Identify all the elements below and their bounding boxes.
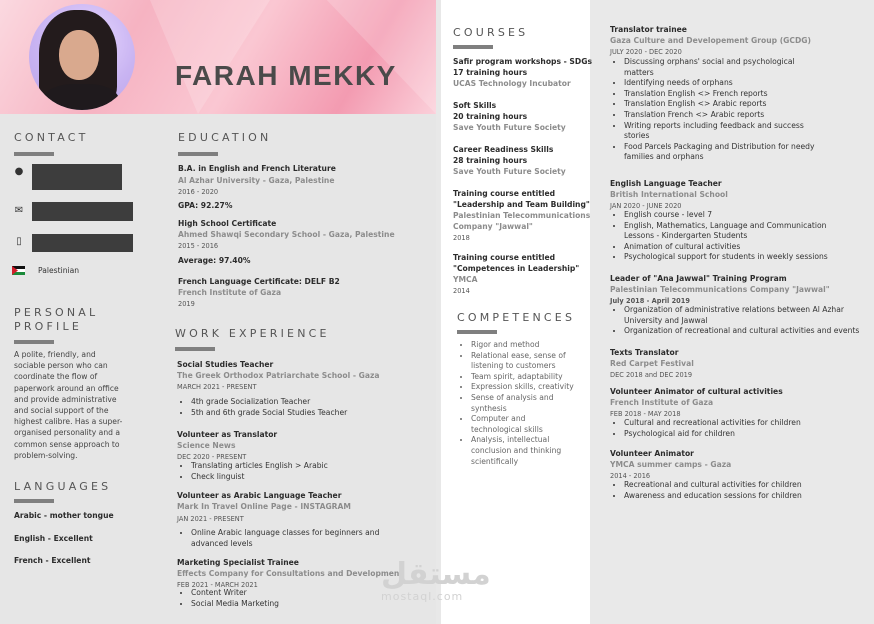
course-org: Save Youth Future Society: [453, 123, 566, 132]
heading-divider: [457, 330, 497, 334]
heading-divider: [453, 45, 493, 49]
profile-heading-line1: PERSONAL: [14, 306, 99, 319]
job-date: DEC 2020 - PRESENT: [177, 453, 247, 461]
job-org: Effects Company for Consultations and Development: [177, 569, 403, 578]
job-org: Mark In Travel Online Page - INSTAGRAM: [177, 502, 351, 511]
heading-divider: [178, 152, 218, 156]
candidate-name: FARAH MEKKY: [175, 60, 397, 91]
list-item: • Animation of cultural activities: [624, 242, 828, 253]
heading-divider: [14, 340, 54, 344]
list-item: • Analysis, intellectual conclusion and thinking scientifically: [471, 435, 574, 467]
heading-divider: [175, 347, 215, 351]
list-item: • English course - level 7: [624, 210, 828, 221]
location-pin-icon: ●: [14, 166, 24, 177]
profile-photo: [29, 4, 135, 110]
job-org: Palestinian Telecommunications Company "Jawwal": [610, 285, 830, 294]
course-name: Career Readiness Skills: [453, 145, 554, 154]
job-org: The Greek Orthodox Patriarchate School - Gaza: [177, 371, 380, 380]
email-icon: ✉: [14, 205, 24, 216]
list-item: • Psychological aid for children: [624, 429, 801, 440]
list-item: • Food Parcels Packaging and Distribution for needy families and orphans: [624, 142, 815, 163]
course-name: Safir program workshops - SDGs: [453, 57, 592, 66]
job-bullets: [610, 418, 801, 439]
job-title: Translator trainee: [610, 25, 687, 34]
job-org: YMCA summer camps - Gaza: [610, 460, 732, 469]
job-org: Science News: [177, 441, 236, 450]
education-date: 2015 - 2016: [178, 242, 219, 250]
course-name: Training course entitled: [453, 189, 556, 198]
language-item: Arabic - mother tongue: [14, 511, 114, 520]
phone-icon: ▯: [16, 236, 22, 247]
course-org: Palestinian Telecommunications: [453, 211, 591, 220]
job-title: Leader of "Ana Jawwal" Training Program: [610, 274, 787, 283]
profile-text: A polite, friendly, and sociable person who can coordinate the flow of paperwork around an office and provide administrative and social support of the highest calibre. Has a super- organised personality and a common sense approach to problem-solving.: [14, 350, 123, 460]
list-item: • Awareness and education sessions for children: [624, 491, 802, 502]
job-bullets: [610, 480, 802, 501]
education-title: B.A. in English and French Literature: [178, 164, 336, 173]
job-bullets: [610, 210, 828, 263]
job-org: Gaza Culture and Developement Group (GCDG): [610, 36, 811, 45]
education-org: French Institute of Gaza: [178, 288, 282, 297]
list-item: • Translation English <> French reports: [624, 89, 815, 100]
job-org: French Institute of Gaza: [610, 398, 714, 407]
job-bullets: [177, 528, 379, 549]
list-item: • Writing reports including feedback and success stories: [624, 121, 815, 142]
job-date: DEC 2018 and DEC 2019: [610, 371, 693, 379]
redacted-email: [32, 202, 133, 221]
job-date: JAN 2020 - JUNE 2020: [610, 202, 682, 210]
list-item: • 5th and 6th grade Social Studies Teacher: [191, 408, 347, 419]
profile-heading-line2: PROFILE: [14, 320, 82, 333]
job-title: Volunteer as Translator: [177, 430, 278, 439]
job-org: Red Carpet Festival: [610, 359, 694, 368]
course-title: "Leadership and Team Building": [453, 200, 590, 209]
education-org: Ahmed Shawqi Secondary School - Gaza, Palestine: [178, 230, 395, 239]
job-bullets: [177, 588, 279, 609]
competences-list: [457, 340, 574, 467]
job-title: Volunteer Animator: [610, 449, 694, 458]
competences-heading: COMPETENCES: [457, 311, 576, 324]
job-date: FEB 2021 - MARCH 2021: [177, 581, 258, 589]
job-bullets: [177, 461, 328, 482]
heading-divider: [14, 152, 54, 156]
language-item: French - Excellent: [14, 556, 91, 565]
list-item: • Cultural and recreational activities for children: [624, 418, 801, 429]
education-heading: EDUCATION: [178, 131, 272, 144]
list-item: • Rigor and method: [471, 340, 574, 351]
job-bullets: [177, 397, 347, 418]
course-org: YMCA: [453, 275, 478, 284]
nationality: Palestinian: [38, 266, 80, 275]
education-date: 2016 - 2020: [178, 188, 219, 196]
job-bullets: [610, 57, 815, 163]
education-score: GPA: 92.27%: [178, 201, 233, 210]
contact-heading: CONTACT: [14, 131, 89, 144]
palestine-flag-icon: [12, 266, 25, 275]
resume-page-2: [441, 0, 874, 624]
list-item: • Identifying needs of orphans: [624, 78, 815, 89]
job-org: British International School: [610, 190, 728, 199]
redacted-address: [32, 164, 122, 190]
list-item: • Recreational and cultural activities for children: [624, 480, 802, 491]
list-item: • Sense of analysis and synthesis: [471, 393, 574, 414]
list-item: • Organization of administrative relations between Al Azhar University and Jawwal: [624, 305, 859, 326]
languages-heading: LANGUAGES: [14, 480, 112, 493]
course-hours: 20 training hours: [453, 112, 528, 121]
course-hours: 17 training hours: [453, 68, 528, 77]
list-item: • Psychological support for students in weekly sessions: [624, 252, 828, 263]
list-item: • Team spirit, adaptability: [471, 372, 574, 383]
redacted-phone: [32, 234, 133, 252]
job-date: JAN 2021 - PRESENT: [177, 515, 244, 523]
courses-heading: COURSES: [453, 26, 529, 39]
course-title: "Competences in Leadership": [453, 264, 580, 273]
list-item: • Social Media Marketing: [191, 599, 279, 610]
list-item: • Computer and technological skills: [471, 414, 574, 435]
list-item: • Translation English <> Arabic reports: [624, 99, 815, 110]
work-heading: WORK EXPERIENCE: [175, 327, 330, 340]
job-date: FEB 2018 - MAY 2018: [610, 410, 681, 418]
job-title: Volunteer Animator of cultural activities: [610, 387, 783, 396]
list-item: • Content Writer: [191, 588, 279, 599]
list-item: • Relational ease, sense of listening to customers: [471, 351, 574, 372]
job-title: English Language Teacher: [610, 179, 722, 188]
job-title: Marketing Specialist Trainee: [177, 558, 299, 567]
job-date: MARCH 2021 - PRESENT: [177, 383, 257, 391]
list-item: • Discussing orphans' social and psychological matters: [624, 57, 815, 78]
watermark-latin: mostaql.com: [381, 590, 464, 603]
list-item: • Translation French <> Arabic reports: [624, 110, 815, 121]
list-item: • Online Arabic language classes for beginners and advanced levels: [191, 528, 379, 549]
education-date: 2019: [178, 300, 195, 308]
heading-divider: [14, 499, 54, 503]
list-item: • Organization of recreational and cultural activities and events: [624, 326, 859, 337]
job-title: Texts Translator: [610, 348, 679, 357]
job-bullets: [610, 305, 859, 337]
list-item: • Expression skills, creativity: [471, 382, 574, 393]
watermark-arabic: مستقل: [381, 557, 491, 592]
resume-page-1: [0, 0, 436, 624]
education-title: French Language Certificate: DELF B2: [178, 277, 340, 286]
education-title: High School Certificate: [178, 219, 277, 228]
list-item: • Check linguist: [191, 472, 328, 483]
course-org: Company "Jawwal": [453, 222, 533, 231]
job-title: Volunteer as Arabic Language Teacher: [177, 491, 342, 500]
course-org: UCAS Technology Incubator: [453, 79, 571, 88]
job-date: July 2018 - April 2019: [610, 297, 690, 305]
job-date: JULY 2020 - DEC 2020: [610, 48, 682, 56]
job-date: 2014 - 2016: [610, 472, 651, 480]
banner-facet: [280, 0, 436, 114]
banner-facet: [150, 0, 270, 114]
education-score: Average: 97.40%: [178, 256, 251, 265]
job-title: Social Studies Teacher: [177, 360, 274, 369]
course-org: Save Youth Future Society: [453, 167, 566, 176]
list-item: • Translating articles English > Arabic: [191, 461, 328, 472]
education-org: Al Azhar University - Gaza, Palestine: [178, 176, 335, 185]
course-name: Soft Skills: [453, 101, 497, 110]
course-date: 2018: [453, 234, 470, 242]
list-item: • English, Mathematics, Language and Communication Lessons - Kindergarten Students: [624, 221, 828, 242]
mostaql-watermark: [381, 557, 491, 603]
course-hours: 28 training hours: [453, 156, 528, 165]
course-name: Training course entitled: [453, 253, 556, 262]
course-date: 2014: [453, 287, 470, 295]
list-item: • 4th grade Socialization Teacher: [191, 397, 347, 408]
language-item: English - Excellent: [14, 534, 93, 543]
